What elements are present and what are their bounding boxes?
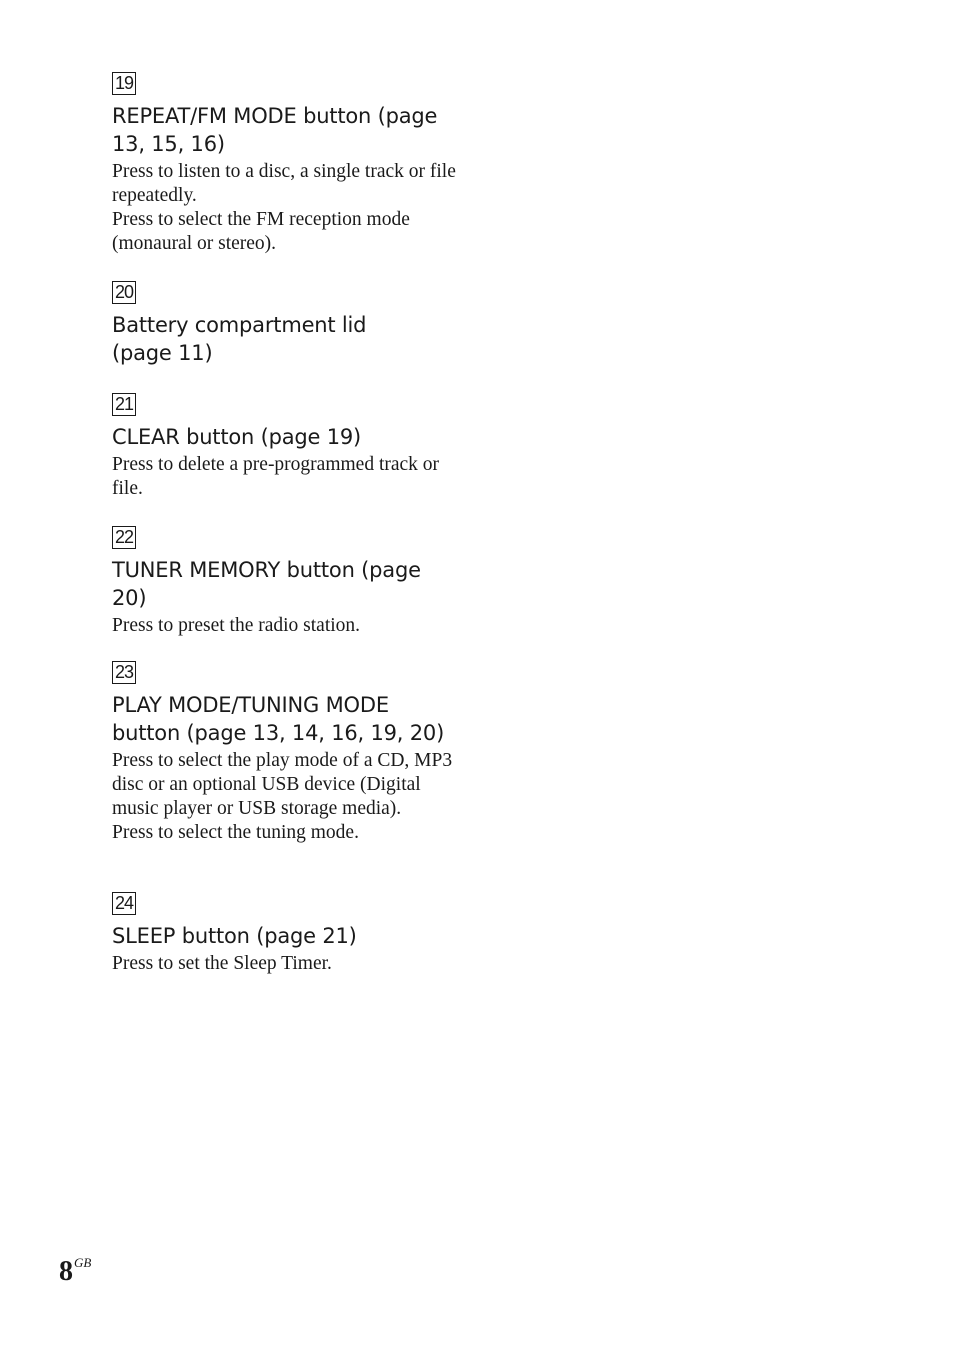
item-number-badge: 21 [112, 393, 136, 416]
item-heading: CLEAR button (page 19) [112, 425, 362, 449]
description-line: Press to delete a pre-programmed track or file. [112, 454, 440, 499]
item-24 [112, 892, 357, 976]
item-number-badge: 22 [112, 526, 136, 549]
item-20 [112, 281, 382, 367]
region-code: GB [74, 1255, 92, 1270]
description-line: Press to select the tuning mode. [112, 822, 359, 843]
item-number-badge: 19 [112, 72, 136, 95]
description-line: Press to listen to a disc, a single track or file repeatedly. [112, 161, 456, 206]
page-number-value: 8 [59, 1256, 73, 1287]
item-description [112, 453, 457, 501]
item-heading: TUNER MEMORY button (page 20) [112, 558, 421, 610]
page-number [59, 1245, 91, 1290]
item-21 [112, 393, 457, 501]
item-heading: PLAY MODE/TUNING MODE button (page 13, 14, 16, 19, 20) [112, 693, 445, 745]
item-19 [112, 72, 457, 256]
item-22 [112, 526, 457, 638]
item-description [112, 749, 457, 845]
item-heading: Battery compartment lid (page 11) [112, 313, 367, 365]
description-line: Press to select the FM reception mode (monaural or stereo). [112, 209, 410, 254]
item-23 [112, 661, 457, 845]
item-description [112, 614, 457, 638]
description-line: Press to select the play mode of a CD, MP3 disc or an optional USB device (Digital music player or USB storage media). [112, 750, 453, 819]
item-heading: REPEAT/FM MODE button (page 13, 15, 16) [112, 104, 438, 156]
description-line: Press to preset the radio station. [112, 615, 361, 636]
item-description [112, 952, 357, 976]
item-number-badge: 23 [112, 661, 136, 684]
item-description [112, 160, 457, 256]
description-line: Press to set the Sleep Timer. [112, 953, 332, 974]
item-number-badge: 20 [112, 281, 136, 304]
item-number-badge: 24 [112, 892, 136, 915]
item-heading: SLEEP button (page 21) [112, 924, 357, 948]
